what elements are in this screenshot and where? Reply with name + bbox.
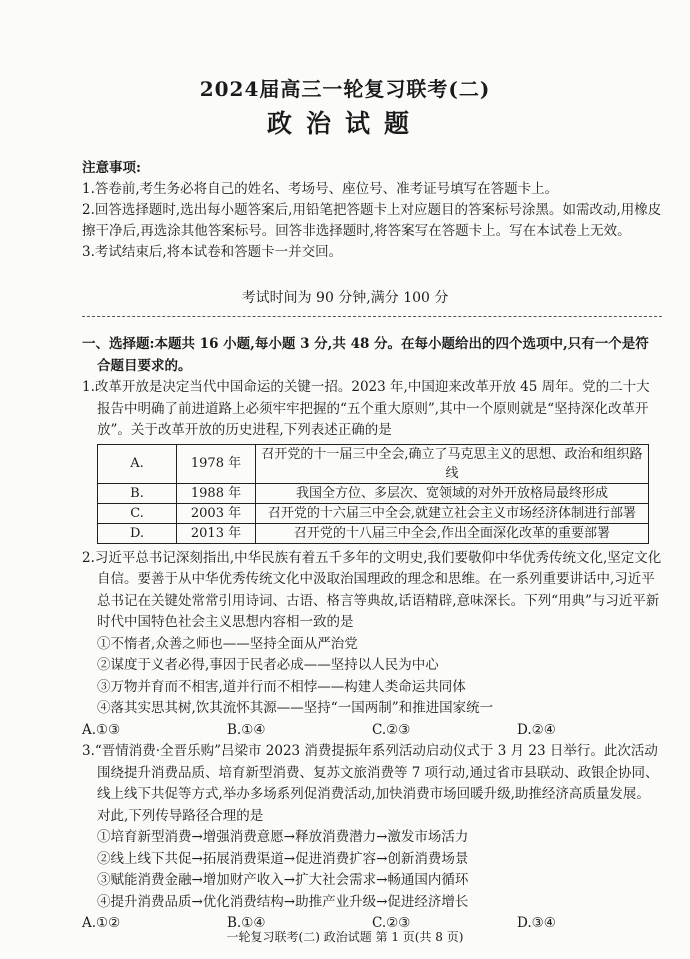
- row-year: 2003 年: [177, 503, 256, 523]
- question-2-item: ①不惰者,众善之师也——坚持全面从严治党: [97, 635, 358, 652]
- row-year: 1988 年: [177, 483, 256, 503]
- question-3-item: ②线上线下共促→拓展消费渠道→促进消费扩容→创新消费场景: [97, 850, 469, 867]
- notes-heading: 注意事项:: [82, 160, 141, 176]
- row-label: C.: [98, 503, 177, 523]
- option-d: D.②④: [517, 721, 556, 738]
- row-label: B.: [98, 483, 177, 503]
- question-2-item: ②谋度于义者必得,事因于民者必成——坚持以人民为中心: [97, 657, 439, 673]
- divider: [82, 316, 662, 317]
- question-2-options: [82, 720, 662, 742]
- row-text: 召开党的十一届三中全会,确立了马克思主义的思想、政治和组织路线: [256, 444, 649, 483]
- option-a: A.①③: [82, 721, 121, 738]
- question-3-item: ③赋能消费金融→增加财产收入→扩大社会需求→畅通国内循环: [97, 872, 469, 888]
- section-heading: 一、选择题:本题共 16 小题,每小题 3 分,共 48 分。在每小题给出的四个选项中,只有一个是符合题目要求的。: [82, 336, 649, 374]
- row-label: A.: [98, 444, 177, 483]
- row-year: 2013 年: [177, 523, 256, 543]
- table-row: [98, 523, 649, 543]
- row-text: 召开党的十六届三中全会,就建立社会主义市场经济体制进行部署: [256, 503, 649, 523]
- question-3-item: ①培育新型消费→增强消费意愿→释放消费潜力→激发市场活力: [97, 829, 469, 845]
- question-3-stem: 3.“晋情消费·全晋乐购”吕梁市 2023 消费提振年系列活动启动仪式于 3 月 23 日举行。此次活动围绕提升消费品质、培育新型消费、复苏文旅消费等 7 项行动,通过省市县联动、政银企协同、线上线下共促等方式,举办多场系列促消费活动,加快消费市场回暖升级,助推经济高质量发展。对此,下列传导路径合理的是: [82, 743, 659, 824]
- question-1-stem: 1.改革开放是决定当代中国命运的关键一招。2023 年,中国迎来改革开放 45 周年。党的二十大报告中明确了前进道路上必须牢牢把握的“五个重大原则”,其中一个原则就是“坚持深化改革开放”。关于改革开放的历史进程,下列表述正确的是: [82, 379, 650, 438]
- note-item: 1.答卷前,考生务必将自己的姓名、考场号、座位号、准考证号填写在答题卡上。: [82, 181, 559, 197]
- table-row: [98, 503, 649, 523]
- option-b: B.①④: [227, 721, 266, 738]
- question-2-item: ④落其实思其树,饮其流怀其源——坚持“一国两制”和推进国家统一: [97, 700, 494, 716]
- notes-section: [82, 158, 662, 263]
- question-3-item: ④提升消费品质→优化消费结构→助推产业升级→促进经济增长: [97, 893, 469, 910]
- page-footer: 一轮复习联考(二) 政治试题 第 1 页(共 8 页): [226, 930, 464, 944]
- exam-title: 2024届高三一轮复习联考(二): [199, 77, 491, 101]
- option-b: B.①④: [227, 915, 266, 931]
- questions-body: [82, 334, 662, 935]
- exam-time: 考试时间为 90 分钟,满分 100 分: [241, 290, 449, 306]
- row-text: 召开党的十八届三中全会,作出全面深化改革的重要部署: [256, 523, 649, 543]
- question-2-item: ③万物并育而不相害,道并行而不相悖——构建人类命运共同体: [97, 678, 466, 695]
- option-d: D.③④: [517, 915, 556, 931]
- row-text: 我国全方位、多层次、宽领域的对外开放格局最终形成: [256, 483, 649, 503]
- row-year: 1978 年: [177, 444, 256, 483]
- question-2-stem: 2.习近平总书记深刻指出,中华民族有着五千多年的文明史,我们要敬仰中华优秀传统文化,坚定文化自信。要善于从中华优秀传统文化中汲取治国理政的理念和思维。在一系列重要讲话中,习近平总书记在关键处常常引用诗词、古语、格言等典故,话语精辟,意味深长。下列“用典”与习近平新时代中国特色社会主义思想内容相一致的是: [82, 549, 662, 630]
- option-c: C.②③: [372, 721, 411, 738]
- note-item: 2.回答选择题时,选出每小题答案后,用铅笔把答题卡上对应题目的答案标号涂黑。如需改动,用橡皮擦干净后,再选涂其他答案标号。回答非选择题时,将答案写在答题卡上。写在本试卷上无效。: [82, 202, 662, 239]
- option-c: C.②③: [372, 915, 411, 931]
- table-row: [98, 483, 649, 503]
- table-row: [98, 444, 649, 483]
- row-label: D.: [98, 523, 177, 543]
- subject-title: 政治试题: [266, 109, 423, 138]
- note-item: 3.考试结束后,将本试卷和答题卡一并交回。: [82, 244, 343, 260]
- question-1-table: [97, 444, 649, 544]
- option-a: A.①②: [82, 915, 121, 931]
